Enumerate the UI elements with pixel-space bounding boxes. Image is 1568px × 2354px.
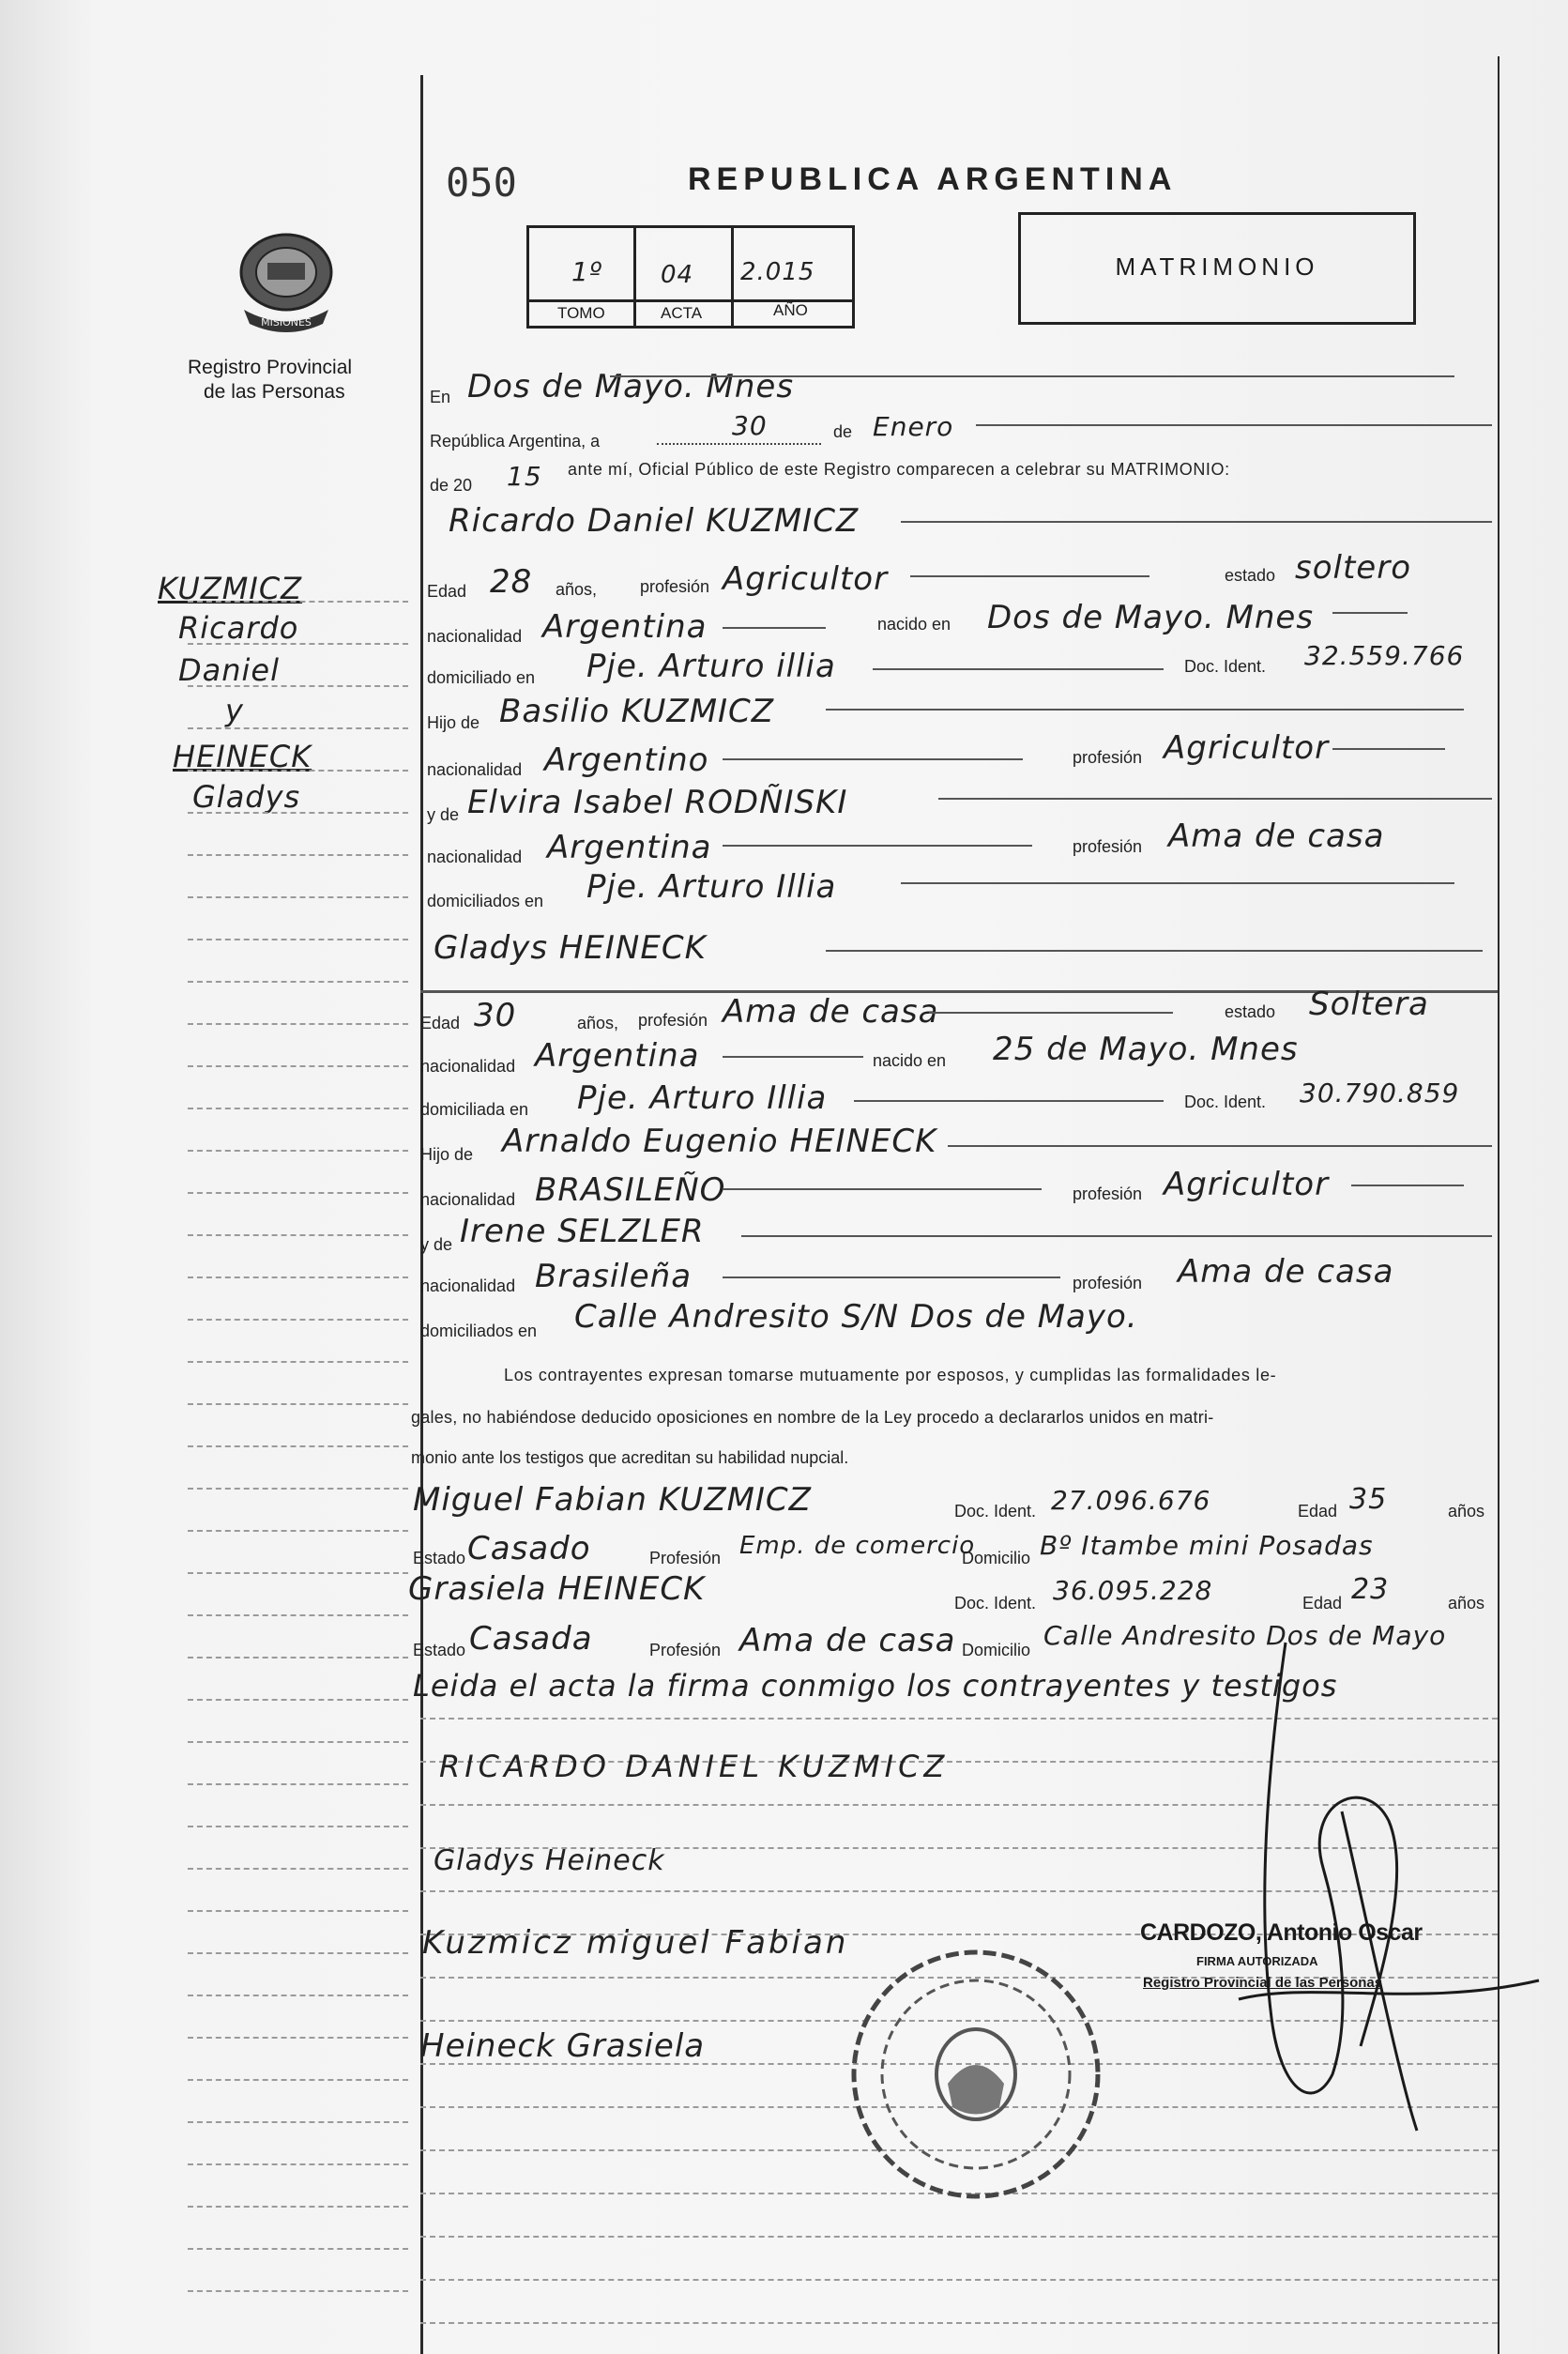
label-anos-b: años, [577, 1014, 619, 1032]
ruling-line [420, 2322, 1498, 2324]
groom-birthplace: Dos de Mayo. Mnes [987, 599, 1315, 636]
witness2-signature: Heineck Grasiela [420, 2027, 706, 2065]
label-nac-bf: nacionalidad [420, 1190, 516, 1209]
official-signature [1201, 1624, 1558, 2149]
margin-ruling-line [188, 1488, 408, 1490]
margin-ruling-line [188, 2079, 408, 2081]
label-hijo-de: Hijo de [427, 713, 480, 732]
label-nacido-b: nacido en [873, 1051, 947, 1070]
margin-ruling-line [188, 2248, 408, 2250]
groom-mother-prof: Ama de casa [1168, 818, 1385, 855]
witness1-profession: Emp. de comercio [739, 1532, 976, 1560]
label-domiciliado-en: domiciliado en [427, 668, 536, 687]
label-edad-b: Edad [420, 1014, 461, 1032]
label-anos: años, [556, 580, 598, 599]
groom-profession: Agricultor [723, 560, 889, 598]
label-y-de-b: y de [420, 1235, 453, 1254]
margin-ruling-line [188, 1572, 408, 1574]
margin-ruling-line [188, 1403, 408, 1405]
ante-text: ante mí, Oficial Público de este Registro comparecen a celebrar su MATRIMONIO: [568, 460, 1230, 479]
margin-ruling-line [188, 939, 408, 940]
de-label: de [833, 422, 853, 441]
margin-ruling-line [188, 981, 408, 983]
label-edad-w1: Edad [1298, 1502, 1338, 1521]
margin-ruling-line [188, 1234, 408, 1236]
marriage-year: 15 [507, 461, 542, 492]
left-margin-line [420, 75, 423, 2354]
margin-note-line6: Gladys [192, 779, 301, 815]
tomo-label: TOMO [557, 304, 605, 322]
label-prof-mother: profesión [1073, 837, 1143, 856]
witness2-status: Casada [469, 1620, 593, 1658]
label-nac-father: nacionalidad [427, 760, 523, 779]
label-profesion-b: profesión [638, 1011, 708, 1030]
country-title: REPUBLICA ARGENTINA [688, 161, 1178, 197]
official-seal-icon [845, 1943, 1107, 2206]
witness1-doc: 27.096.676 [1051, 1485, 1211, 1516]
margin-ruling-line [188, 2121, 408, 2123]
record-number-box [526, 225, 855, 329]
declaration-line2: gales, no habiéndose deducido oposiciones en nombre de la Ley procedo a declararlos unidos en matri- [411, 1408, 1214, 1427]
declaration-line3: monio ante los testigos que acreditan su habilidad nupcial. [411, 1448, 849, 1467]
groom-parents-address: Pje. Arturo Illia [586, 868, 837, 906]
margin-ruling-line [188, 854, 408, 856]
marriage-place: Dos de Mayo. Mnes [467, 368, 795, 405]
label-domiciliada-en: domiciliada en [420, 1100, 529, 1119]
margin-ruling-line [188, 727, 408, 729]
label-nac-b: nacionalidad [420, 1057, 516, 1076]
bride-father-prof: Agricultor [1164, 1166, 1330, 1203]
label-y-de: y de [427, 805, 460, 824]
registry-name-line1: Registro Provincial [188, 357, 353, 378]
witness2-doc: 36.095.228 [1053, 1575, 1213, 1606]
groom-age: 28 [490, 563, 533, 601]
label-prof-bf: profesión [1073, 1185, 1143, 1203]
official-title: FIRMA AUTORIZADA [1196, 1954, 1318, 1968]
bride-mother-prof: Ama de casa [1178, 1253, 1394, 1291]
groom-address: Pje. Arturo illia [586, 648, 836, 685]
groom-signature: RICARDO DANIEL KUZMICZ [439, 1749, 950, 1784]
margin-ruling-line [188, 812, 408, 814]
groom-father-nat: Argentino [544, 741, 709, 779]
margin-ruling-line [188, 1614, 408, 1616]
label-nac-bm: nacionalidad [420, 1276, 516, 1295]
witness1-age: 35 [1349, 1483, 1388, 1516]
acta-value: 04 [661, 261, 694, 289]
witness2-profession: Ama de casa [739, 1622, 956, 1659]
label-estado-w1: Estado [413, 1549, 466, 1567]
label-doc-ident: Doc. Ident. [1184, 657, 1267, 676]
margin-ruling-line [188, 896, 408, 898]
margin-ruling-line [188, 1826, 408, 1827]
margin-ruling-line [188, 1276, 408, 1278]
doc-type-label: MATRIMONIO [1115, 252, 1319, 281]
bride-age: 30 [474, 997, 517, 1034]
margin-ruling-line [188, 1108, 408, 1109]
year-prefix: de 20 [430, 476, 473, 495]
margin-ruling-line [188, 2037, 408, 2039]
witness1-status: Casado [467, 1530, 591, 1567]
bride-parents-address: Calle Andresito S/N Dos de Mayo. [574, 1298, 1138, 1336]
margin-ruling-line [188, 1530, 408, 1532]
groom-father-prof: Agricultor [1164, 729, 1330, 767]
margin-ruling-line [188, 770, 408, 772]
tomo-value: 1º [571, 256, 603, 287]
witness1-signature: Kuzmicz miguel Fabian [422, 1924, 849, 1962]
bride-signature: Gladys Heineck [434, 1844, 665, 1877]
margin-ruling-line [188, 1065, 408, 1067]
witness2-address: Calle Andresito Dos de Mayo [1043, 1620, 1447, 1651]
groom-father: Basilio KUZMICZ [499, 693, 775, 730]
witness1-address: Bº Itambe mini Posadas [1040, 1530, 1374, 1561]
anio-label: AÑO [773, 301, 808, 319]
label-profesion-w2: Profesión [649, 1641, 722, 1659]
margin-ruling-line [188, 1783, 408, 1785]
label-anos-w1: años [1448, 1502, 1485, 1521]
groom-doc: 32.559.766 [1304, 640, 1465, 671]
label-estado-b: estado [1225, 1002, 1276, 1021]
groom-status: soltero [1295, 549, 1411, 587]
acta-label: ACTA [661, 304, 703, 322]
margin-ruling-line [188, 1150, 408, 1152]
margin-ruling-line [188, 1995, 408, 1996]
marriage-month: Enero [873, 411, 954, 442]
margin-note-line5: HEINECK [173, 739, 312, 774]
margin-note-line2: Ricardo [178, 610, 299, 646]
bride-status: Soltera [1309, 986, 1429, 1023]
margin-ruling-line [188, 1868, 408, 1870]
margin-ruling-line [188, 1023, 408, 1025]
bride-address: Pje. Arturo Illia [577, 1079, 828, 1117]
bride-mother-nat: Brasileña [535, 1258, 693, 1295]
groom-nationality: Argentina [542, 608, 708, 646]
label-estado-w2: Estado [413, 1641, 466, 1659]
label-hijo-de-b: Hijo de [420, 1145, 474, 1164]
svg-text:MISIONES: MISIONES [261, 316, 312, 329]
ruling-line [420, 2279, 1498, 2281]
margin-note-line3: Daniel [178, 652, 280, 688]
label-estado: estado [1225, 566, 1276, 585]
bride-father-nat: BRASILEÑO [535, 1171, 726, 1209]
margin-ruling-line [188, 685, 408, 687]
republica-label: República Argentina, a [430, 432, 601, 451]
groom-mother-nat: Argentina [547, 829, 712, 866]
bride-nationality: Argentina [535, 1037, 700, 1075]
margin-note-line1: KUZMICZ [158, 571, 303, 606]
registry-name-line2: de las Personas [204, 381, 345, 403]
label-profesion-w1: Profesión [649, 1549, 722, 1567]
label-domiciliados-en: domiciliados en [427, 892, 544, 910]
groom-mother: Elvira Isabel RODÑISKI [467, 784, 848, 821]
groom-name: Ricardo Daniel KUZMICZ [449, 502, 860, 540]
bride-mother: Irene SELZLER [460, 1213, 705, 1250]
label-anos-w2: años [1448, 1594, 1485, 1613]
en-label: En [430, 388, 451, 406]
margin-ruling-line [188, 643, 408, 645]
margin-ruling-line [188, 2206, 408, 2208]
bride-birthplace: 25 de Mayo. Mnes [993, 1031, 1299, 1068]
bride-profession: Ama de casa [723, 993, 939, 1031]
margin-ruling-line [188, 1192, 408, 1194]
label-nacido-en: nacido en [877, 615, 951, 634]
coat-of-arms-icon [225, 221, 347, 343]
label-profesion-c: profesión [640, 577, 710, 596]
label-doc-ident-w1: Doc. Ident. [954, 1502, 1037, 1521]
label-prof-bm: profesión [1073, 1274, 1143, 1292]
margin-ruling-line [188, 1361, 408, 1363]
bride-doc: 30.790.859 [1300, 1078, 1460, 1108]
label-nacionalidad: nacionalidad [427, 627, 523, 646]
label-doc-ident-b: Doc. Ident. [1184, 1093, 1267, 1111]
witness2-name: Grasiela HEINECK [408, 1570, 706, 1608]
page-number: 050 [446, 160, 517, 206]
official-office: Registro Provincial de las Personas [1143, 1975, 1383, 1991]
margin-note-line4: y [225, 693, 244, 728]
witness1-name: Miguel Fabian KUZMICZ [413, 1481, 812, 1519]
label-domicilio-w2: Domicilio [962, 1641, 1031, 1659]
margin-ruling-line [188, 1445, 408, 1447]
label-domiciliados-b: domiciliados en [420, 1322, 538, 1340]
ruling-line [420, 2236, 1498, 2238]
marriage-day: 30 [732, 410, 768, 441]
anio-value: 2.015 [740, 258, 815, 286]
label-doc-ident-w2: Doc. Ident. [954, 1594, 1037, 1613]
doc-type-box [1018, 212, 1416, 325]
margin-ruling-line [188, 2163, 408, 2165]
margin-ruling-line [188, 601, 408, 603]
margin-ruling-line [188, 1741, 408, 1743]
margin-ruling-line [188, 2290, 408, 2292]
margin-ruling-line [188, 1952, 408, 1954]
margin-ruling-line [188, 1657, 408, 1658]
label-prof-father: profesión [1073, 748, 1143, 767]
label-domicilio-w1: Domicilio [962, 1549, 1031, 1567]
witness2-age: 23 [1351, 1573, 1390, 1606]
official-name: CARDOZO, Antonio Oscar [1140, 1919, 1423, 1946]
label-edad-w2: Edad [1302, 1594, 1343, 1613]
closing-statement: Leida el acta la firma conmigo los contrayentes y testigos [413, 1668, 1338, 1704]
bride-name: Gladys HEINECK [434, 929, 707, 967]
margin-ruling-line [188, 1319, 408, 1321]
margin-ruling-line [188, 1699, 408, 1701]
label-edad: Edad [427, 582, 467, 601]
margin-ruling-line [188, 1910, 408, 1912]
declaration-line1: Los contrayentes expresan tomarse mutuamente por esposos, y cumplidas las formalidades le- [504, 1366, 1277, 1384]
label-nac-mother: nacionalidad [427, 848, 523, 866]
bride-father: Arnaldo Eugenio HEINECK [502, 1123, 937, 1160]
